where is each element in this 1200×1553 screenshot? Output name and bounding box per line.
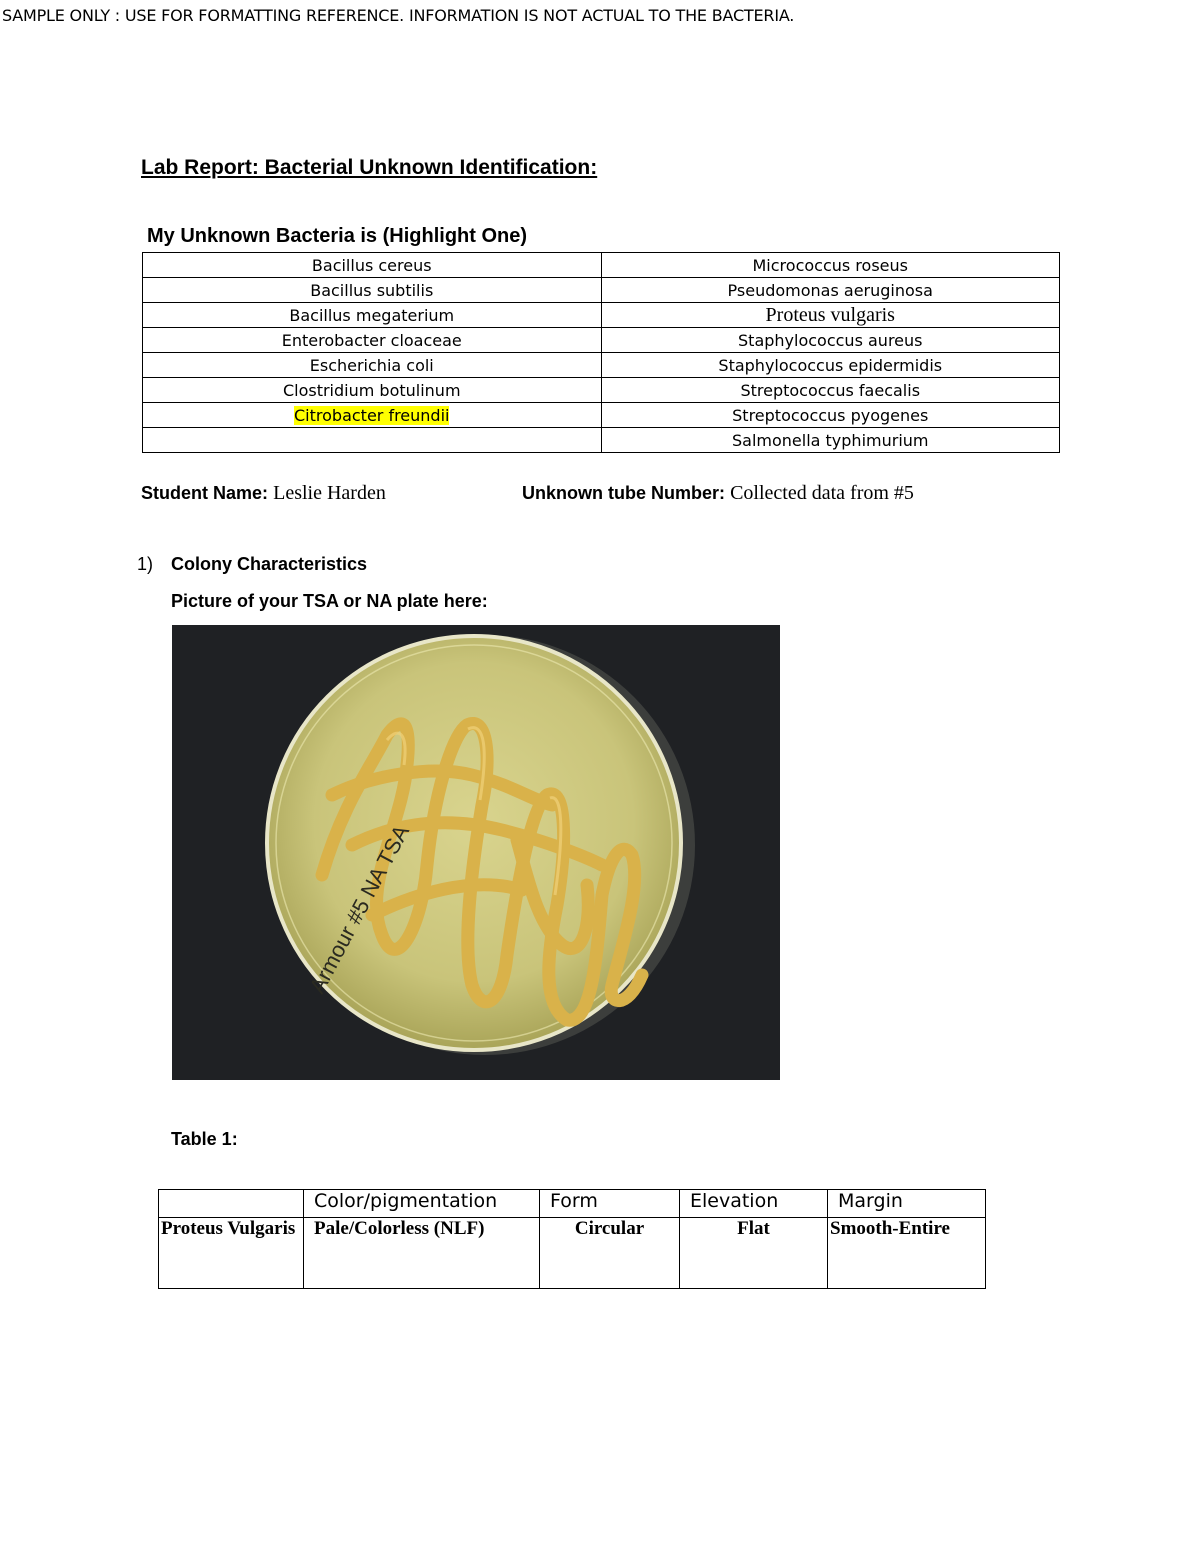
student-name-label: Student Name: bbox=[141, 483, 269, 503]
color-cell: Pale/Colorless (NLF) bbox=[304, 1218, 540, 1289]
elevation-cell: Flat bbox=[680, 1218, 828, 1289]
table-header-cell: Elevation bbox=[680, 1190, 828, 1218]
table-header-cell bbox=[159, 1190, 304, 1218]
choice-cell: Bacillus cereus bbox=[143, 253, 602, 278]
margin-cell: Smooth-Entire bbox=[828, 1218, 986, 1289]
choice-cell: Escherichia coli bbox=[143, 353, 602, 378]
tube-number-value: Collected data from #5 bbox=[730, 482, 914, 504]
form-cell: Circular bbox=[540, 1218, 680, 1289]
choice-cell: Streptococcus pyogenes bbox=[601, 403, 1060, 428]
tube-number-label: Unknown tube Number: bbox=[522, 483, 725, 503]
table1-label: Table 1: bbox=[171, 1129, 238, 1149]
table-row bbox=[143, 253, 1060, 278]
choice-cell bbox=[143, 428, 602, 453]
picture-label: Picture of your TSA or NA plate here: bbox=[171, 591, 488, 611]
organism-cell: Proteus Vulgaris bbox=[159, 1218, 304, 1289]
table-row bbox=[143, 353, 1060, 378]
table-header-row bbox=[159, 1190, 986, 1218]
choice-cell: Proteus vulgaris bbox=[601, 303, 1060, 328]
bacteria-choice-table bbox=[142, 252, 1060, 453]
table-row bbox=[159, 1218, 986, 1289]
colony-characteristics-table bbox=[158, 1189, 986, 1289]
choice-cell: Staphylococcus aureus bbox=[601, 328, 1060, 353]
choice-cell: Micrococcus roseus bbox=[601, 253, 1060, 278]
table-row bbox=[143, 278, 1060, 303]
table-header-cell: Margin bbox=[828, 1190, 986, 1218]
sample-banner: SAMPLE ONLY : USE FOR FORMATTING REFERENCE. INFORMATION IS NOT ACTUAL TO THE BACTERIA. bbox=[2, 6, 795, 25]
table-row bbox=[143, 328, 1060, 353]
table-header-cell: Form bbox=[540, 1190, 680, 1218]
section-title: Colony Characteristics bbox=[171, 554, 368, 574]
table-row bbox=[143, 403, 1060, 428]
report-title: Lab Report: Bacterial Unknown Identification: bbox=[141, 156, 598, 179]
tube-number-line bbox=[522, 482, 914, 505]
choice-cell: Bacillus subtilis bbox=[143, 278, 602, 303]
table-row bbox=[143, 378, 1060, 403]
plate-handwriting: Armour #5 NA TSA bbox=[304, 820, 415, 998]
section-heading bbox=[137, 554, 367, 575]
choice-cell: Salmonella typhimurium bbox=[601, 428, 1060, 453]
choice-cell: Pseudomonas aeruginosa bbox=[601, 278, 1060, 303]
choice-cell: Staphylococcus epidermidis bbox=[601, 353, 1060, 378]
student-name-line bbox=[141, 482, 386, 505]
choice-cell-highlighted bbox=[143, 403, 602, 428]
table-header-cell: Color/pigmentation bbox=[304, 1190, 540, 1218]
section-number: 1) bbox=[137, 554, 154, 574]
table-row bbox=[143, 428, 1060, 453]
table-row bbox=[143, 303, 1060, 328]
choose-heading: My Unknown Bacteria is (Highlight One) bbox=[147, 225, 528, 247]
choice-cell: Clostridium botulinum bbox=[143, 378, 602, 403]
highlighted-choice: Citrobacter freundii bbox=[294, 405, 450, 425]
choice-cell: Bacillus megaterium bbox=[143, 303, 602, 328]
student-name-value: Leslie Harden bbox=[273, 482, 386, 504]
choice-cell: Streptococcus faecalis bbox=[601, 378, 1060, 403]
petri-plate-photo bbox=[172, 625, 780, 1080]
choice-cell: Enterobacter cloaceae bbox=[143, 328, 602, 353]
